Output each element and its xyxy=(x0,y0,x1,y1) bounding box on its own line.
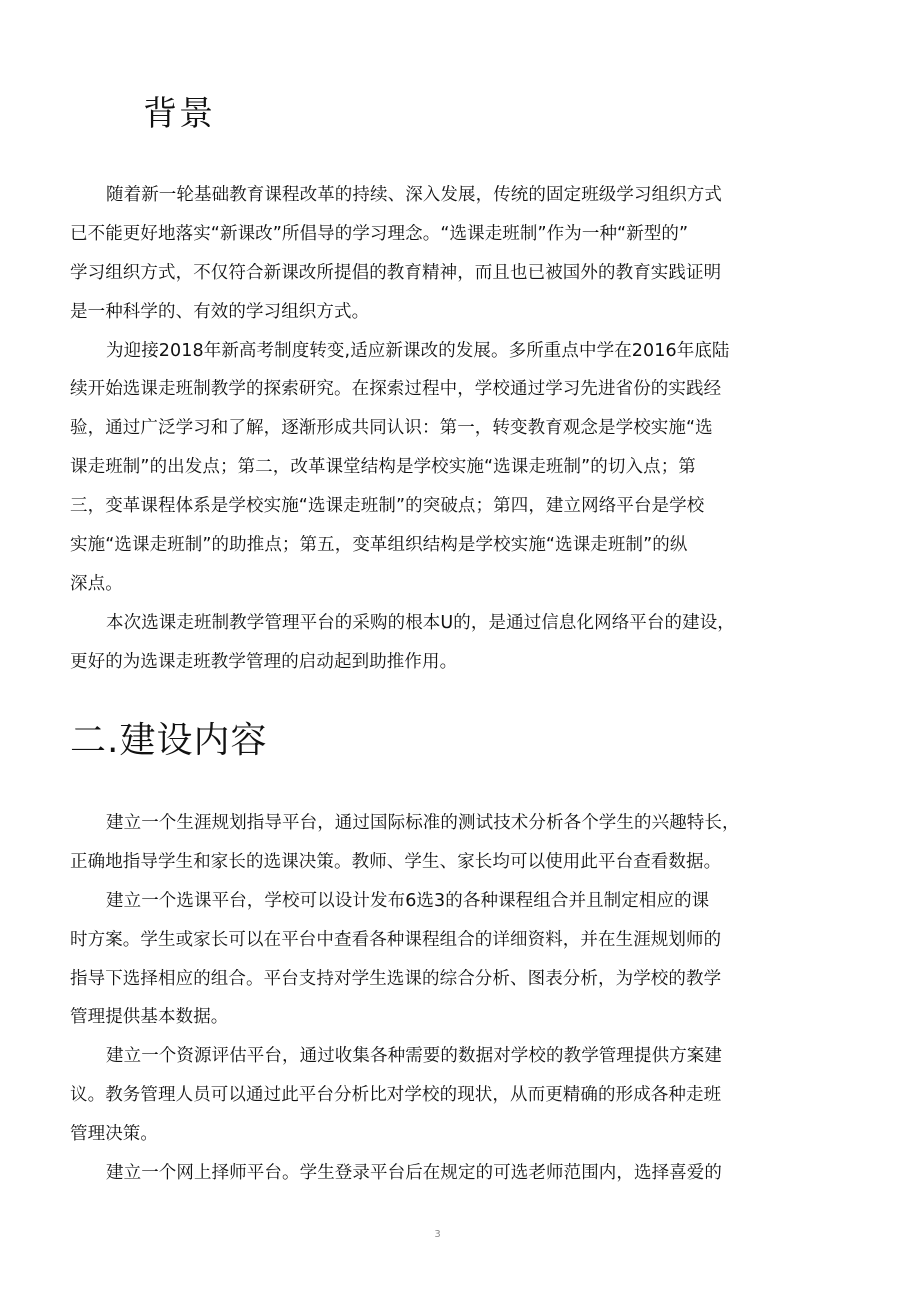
section-heading-construction-content: 二.建设内容 xyxy=(70,720,268,761)
paragraph xyxy=(70,332,770,604)
paragraph xyxy=(70,604,770,682)
text-line: 实施“选课走班制”的助推点；第五，变革组织结构是学校实施“选课走班制”的纵 xyxy=(70,535,688,556)
text-line: 是一种科学的、有效的学习组织方式。 xyxy=(70,301,370,322)
text-line: 深点。 xyxy=(70,573,123,594)
paragraph xyxy=(70,176,770,332)
text-line: 随着新一轮基础教育课程改革的持续、深入发展，传统的固定班级学习组织方式 xyxy=(106,185,722,205)
section-construction-body xyxy=(70,804,770,1193)
text-line: 续开始选课走班制教学的探索研究。在探索过程中，学校通过学习先进省份的实践经 xyxy=(70,379,722,400)
paragraph xyxy=(70,804,770,882)
section-heading-background: 背景 xyxy=(143,94,215,134)
text-line: 为迎接2018年新高考制度转变,适应新课改的发展。多所重点中学在2016年底陆 xyxy=(106,340,730,361)
text-line: 指导下选择相应的组合。平台支持对学生选课的综合分析、图表分析，为学校的教学 xyxy=(70,968,722,989)
text-line: 正确地指导学生和家长的选课决策。教师、学生、家长均可以使用此平台查看数据。 xyxy=(70,851,722,872)
text-line: 建立一个网上择师平台。学生登录平台后在规定的可选老师范围内，选择喜爱的 xyxy=(106,1163,722,1184)
text-line: 建立一个资源评估平台，通过收集各种需要的数据对学校的教学管理提供方案建 xyxy=(106,1046,722,1067)
paragraph xyxy=(70,1037,770,1154)
paragraph xyxy=(70,1154,770,1193)
section-background-body xyxy=(70,176,770,682)
text-line: 管理决策。 xyxy=(70,1124,158,1145)
paragraph xyxy=(70,882,770,1038)
text-line: 管理提供基本数据。 xyxy=(70,1007,229,1028)
text-line: 本次选课走班制教学管理平台的采购的根本U的，是通过信息化网络平台的建设， xyxy=(106,612,735,633)
text-line: 三，变革课程体系是学校实施“选课走班制”的突破点；第四，建立网络平台是学校 xyxy=(70,496,705,517)
text-line: 更好的为选课走班教学管理的启动起到助推作用。 xyxy=(70,651,458,672)
text-line: 课走班制”的出发点；第二，改革课堂结构是学校实施“选课走班制”的切入点；第 xyxy=(70,457,696,478)
text-line: 学习组织方式，不仅符合新课改所提倡的教育精神，而且也已被国外的教育实践证明 xyxy=(70,262,722,283)
text-line: 建立一个选课平台，学校可以设计发布6选3的各种课程组合并且制定相应的课 xyxy=(106,890,710,911)
text-line: 议。教务管理人员可以通过此平台分析比对学校的现状，从而更精确的形成各种走班 xyxy=(70,1085,722,1106)
text-line: 时方案。学生或家长可以在平台中查看各种课程组合的详细资料，并在生涯规划师的 xyxy=(70,929,722,950)
text-line: 已不能更好地落实“新课改”所倡导的学习理念。“选课走班制”作为一种“新型的” xyxy=(70,223,689,244)
text-line: 建立一个生涯规划指导平台，通过国际标准的测试技术分析各个学生的兴趣特长， xyxy=(106,813,740,833)
text-line: 验，通过广泛学习和了解，逐渐形成共同认识：第一，转变教育观念是学校实施“选 xyxy=(70,418,713,439)
page-number: 3 xyxy=(434,1229,441,1240)
